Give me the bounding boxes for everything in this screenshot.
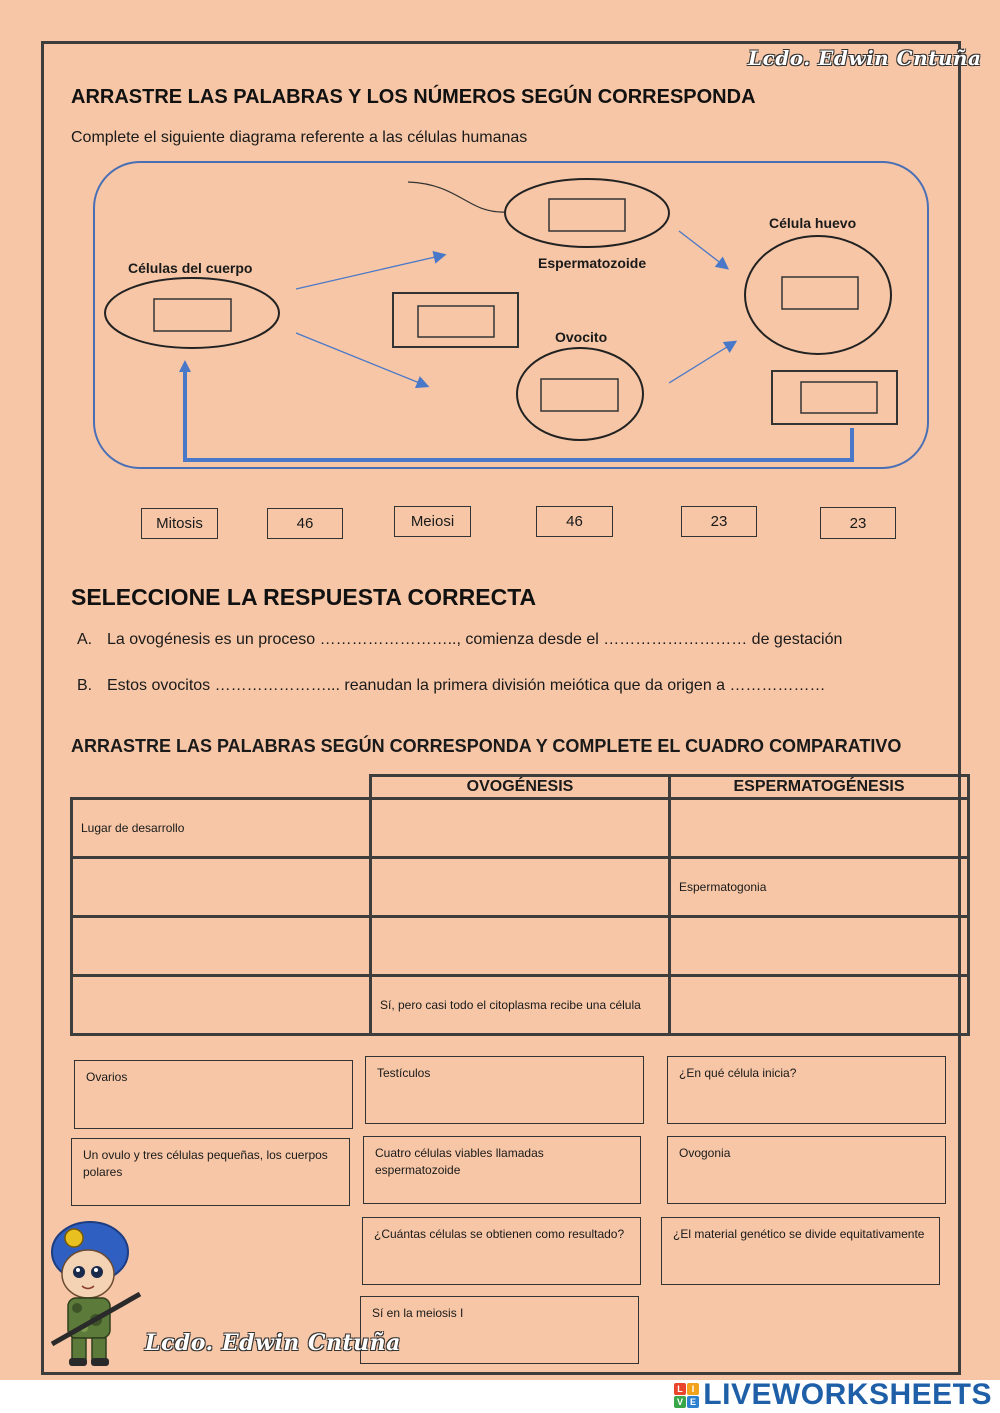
liveworksheets-logo[interactable] (674, 1378, 992, 1412)
drag-card-how-many-cells[interactable]: ¿Cuántas células se obtienen como resultado? (362, 1217, 641, 1285)
item-a-letter: A. (77, 631, 93, 648)
table-header-ovogenesis: OVOGÉNESIS (371, 776, 670, 799)
drop-box-oocyte[interactable] (541, 379, 618, 411)
section2-title: SELECCIONE LA RESPUESTA CORRECTA (71, 584, 537, 610)
label-oocyte: Ovocito (555, 329, 608, 345)
table-cell[interactable] (670, 917, 969, 976)
label-body-cells: Células del cuerpo (128, 260, 253, 276)
table-header-empty (72, 776, 371, 799)
drag-card-ovum-polar-bodies[interactable]: Un ovulo y tres células pequeñas, los cuerpos polares (71, 1138, 350, 1206)
drop-box-sperm[interactable] (549, 199, 625, 231)
label-sperm: Espermatozoide (538, 255, 647, 271)
table-row (72, 858, 969, 917)
table-cell[interactable] (72, 858, 371, 917)
drop-box-fertilization[interactable] (801, 382, 877, 413)
drop-box-egg-cell[interactable] (782, 277, 858, 309)
section1-subtitle: Complete el siguiente diagrama referente a las células humanas (71, 129, 528, 146)
liveworksheets-brand-text: LIVEWORKSHEETS (703, 1378, 992, 1411)
drag-number-46-b[interactable]: 46 (536, 506, 613, 537)
drag-card-ovogonia[interactable]: Ovogonia (667, 1136, 946, 1204)
oocyte-ellipse (517, 348, 643, 440)
drag-word-mitosis[interactable]: Mitosis (141, 508, 218, 539)
sperm-ellipse (505, 179, 669, 247)
fertilization-box-outer (772, 371, 897, 424)
drag-card-four-sperm[interactable]: Cuatro células viables llamadas espermatozoide (363, 1136, 641, 1204)
section3-title: ARRASTRE LAS PALABRAS SEGÚN CORRESPONDA Y COMPLETE EL CUADRO COMPARATIVO (71, 736, 902, 756)
table-cell[interactable] (72, 917, 371, 976)
body-cells-ellipse (105, 278, 279, 348)
author-signature-top: Lcdo. Edwin Cntuña (748, 46, 982, 70)
comparison-table (70, 774, 970, 1036)
drag-card-ovarios[interactable]: Ovarios (74, 1060, 353, 1129)
table-cell[interactable] (670, 799, 969, 858)
author-signature-bottom: Lcdo. Edwin Cntuña (145, 1330, 401, 1356)
arrow-to-sperm (296, 255, 444, 289)
table-cell[interactable] (670, 976, 969, 1035)
egg-cell-ellipse (745, 236, 891, 354)
liveworksheets-mark-icon: L I V E (674, 1383, 699, 1408)
drag-number-23-a[interactable]: 23 (681, 506, 757, 537)
drag-number-46-a[interactable]: 46 (267, 508, 343, 539)
table-cell[interactable]: Sí, pero casi todo el citoplasma recibe una célula (371, 976, 670, 1035)
label-egg-cell: Célula huevo (769, 215, 857, 231)
drop-box-process[interactable] (418, 306, 494, 337)
item-b-text[interactable]: Estos ovocitos …………………... reanudan la primera división meiótica que da origen a ……………… (107, 677, 826, 694)
arrow-oocyte-to-egg (669, 342, 735, 383)
table-cell[interactable]: Espermatogonia (670, 858, 969, 917)
drag-card-initial-cell[interactable]: ¿En qué célula inicia? (667, 1056, 946, 1124)
cell-diagram (0, 0, 1000, 560)
table-row (72, 917, 969, 976)
section1-title: ARRASTRE LAS PALABRAS Y LOS NÚMEROS SEGÚN CORRESPONDA (71, 86, 756, 108)
table-row (72, 976, 969, 1035)
table-header-row (72, 776, 969, 799)
arrow-to-oocyte (296, 333, 427, 386)
return-arrow-head (179, 360, 191, 372)
arrow-sperm-to-egg (679, 231, 727, 268)
drag-word-meiosi[interactable]: Meiosi (394, 506, 471, 537)
table-cell[interactable] (371, 917, 670, 976)
item-b-letter: B. (77, 677, 93, 694)
drag-number-23-b[interactable]: 23 (820, 507, 896, 539)
diagram-container (94, 162, 928, 468)
table-row (72, 799, 969, 858)
connector-line (408, 182, 506, 212)
table-cell[interactable] (371, 799, 670, 858)
item-a-text[interactable]: La ovogénesis es un proceso …………………….., comienza desde el ……………………… de gestación (107, 631, 843, 648)
drag-card-genetic-material[interactable]: ¿El material genético se divide equitativamente (661, 1217, 940, 1285)
drag-card-meiosis-i[interactable]: Sí en la meiosis I (360, 1296, 639, 1364)
soldier-mascot-illustration (44, 1216, 148, 1368)
drag-card-testiculos[interactable]: Testículos (365, 1056, 644, 1124)
table-cell[interactable]: Lugar de desarrollo (72, 799, 371, 858)
table-header-spermatogenesis: ESPERMATOGÉNESIS (670, 776, 969, 799)
table-cell[interactable] (72, 976, 371, 1035)
drop-box-body-cells[interactable] (154, 299, 231, 331)
table-cell[interactable] (371, 858, 670, 917)
process-box-outer (393, 293, 518, 347)
